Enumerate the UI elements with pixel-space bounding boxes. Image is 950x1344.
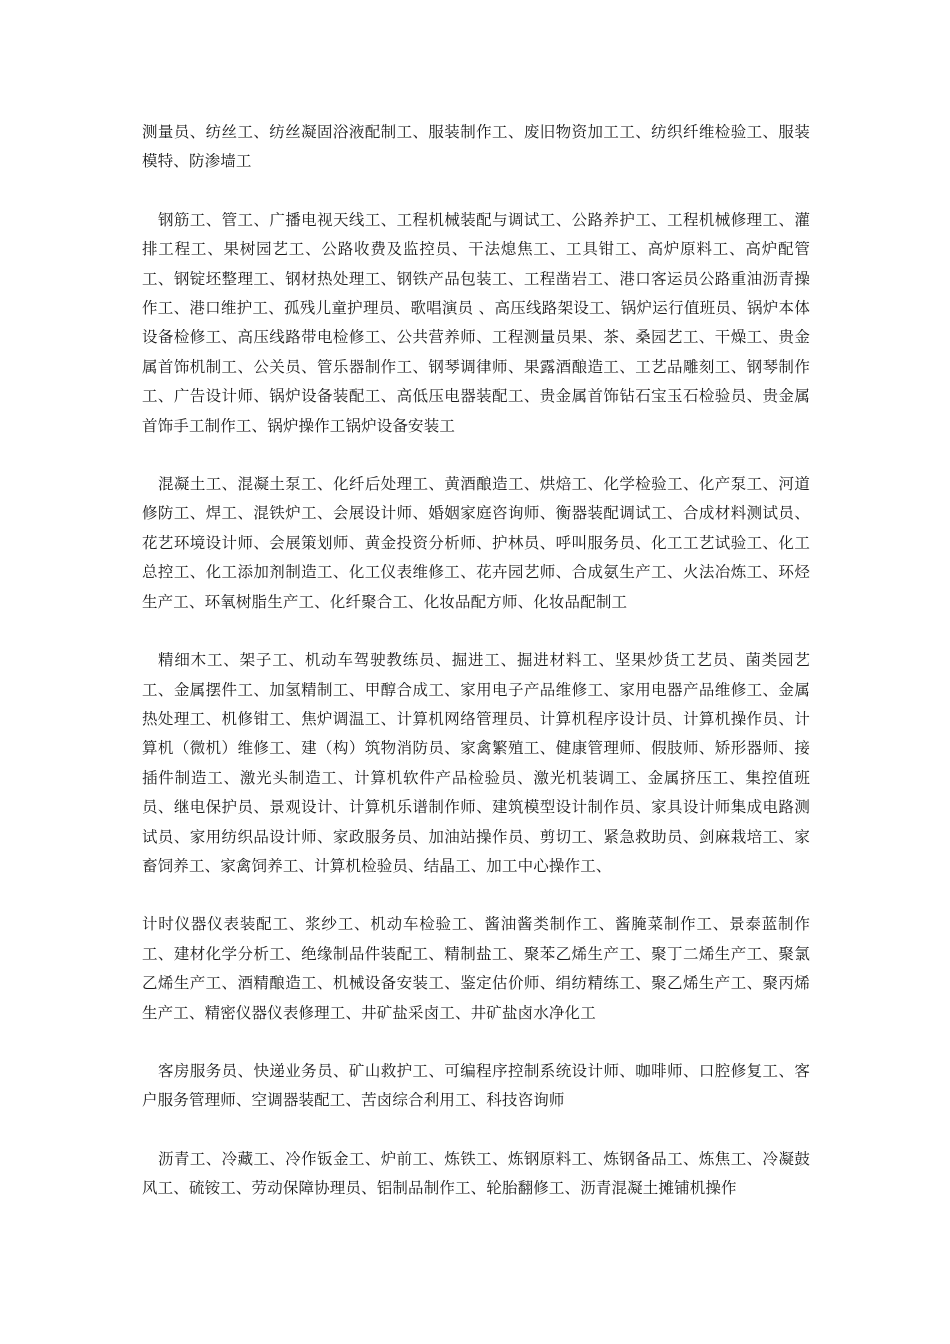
paragraph-occupations-j-continued: 计时仪器仪表装配工、浆纱工、机动车检验工、酱油酱类制作工、酱腌菜制作工、景泰蓝制作工、建材化学分析工、绝缘制品件装配工、精制盐工、聚苯乙烯生产工、聚丁二烯生产工、聚氯乙烯生产工、酒精酿造工、机械设备安装工、鉴定估价师、绢纺精练工、聚乙烯生产工、聚丙烯生产工、精密仪器仪表修理工、井矿盐采卤工、井矿盐卤水净化工 bbox=[142, 915, 810, 1022]
paragraph-occupations-k: 客房服务员、快递业务员、矿山救护工、可编程序控制系统设计师、咖啡师、口腔修复工、客户服务管理师、空调器装配工、苦卤综合利用工、科技咨询师 bbox=[142, 1061, 810, 1110]
document-body bbox=[142, 118, 810, 1204]
paragraph-occupations-h: 混凝土工、混凝土泵工、化纤后处理工、黄酒酿造工、烘焙工、化学检验工、化产泵工、河道修防工、焊工、混铁炉工、会展设计师、婚姻家庭咨询师、衡器装配调试工、合成材料测试员、花艺环境设计师、会展策划师、黄金投资分析师、护林员、呼叫服务员、化工工艺试验工、化工总控工、化工添加剂制造工、化工仪表维修工、花卉园艺师、合成氨生产工、火法冶炼工、环烃生产工、环氧树脂生产工、化纤聚合工、化妆品配方师、化妆品配制工 bbox=[142, 475, 810, 611]
paragraph-occupations-l: 沥青工、冷藏工、冷作钣金工、炉前工、炼铁工、炼钢原料工、炼钢备品工、炼焦工、冷凝鼓风工、硫铵工、劳动保障协理员、铝制品制作工、轮胎翻修工、沥青混凝土摊铺机操作 bbox=[142, 1149, 810, 1198]
paragraph-occupations-j: 精细木工、架子工、机动车驾驶教练员、掘进工、掘进材料工、坚果炒货工艺员、菌类园艺工、金属摆件工、加氢精制工、甲醇合成工、家用电子产品维修工、家用电器产品维修工、金属热处理工、机修钳工、焦炉调温工、计算机网络管理员、计算机程序设计员、计算机操作员、计算机（微机）维修工、建（构）筑物消防员、家禽繁殖工、健康管理师、假肢师、矫形器师、接插件制造工、激光头制造工、计算机软件产品检验员、激光机装调工、金属挤压工、集控值班员、继电保护员、景观设计、计算机乐谱制作师、建筑模型设计制作员、家具设计师集成电路测试员、家用纺织品设计师、家政服务员、加油站操作员、剪切工、紧急救助员、剑麻栽培工、家畜饲养工、家禽饲养工、计算机检验员、结晶工、加工中心操作工、 bbox=[142, 651, 810, 875]
paragraph-occupations-g: 钢筋工、管工、广播电视天线工、工程机械装配与调试工、公路养护工、工程机械修理工、灌排工程工、果树园艺工、公路收费及监控员、干法熄焦工、工具钳工、高炉原料工、高炉配管工、钢锭坯整理工、钢材热处理工、钢铁产品包装工、工程凿岩工、港口客运员公路重油沥青操作工、港口维护工、孤残儿童护理员、歌唱演员 、高压线路架设工、锅炉运行值班员、锅炉本体设备检修工、高压线路带电检修工、公共营养师、工程测量员果、茶、桑园艺工、干燥工、贵金属首饰机制工、公关员、管乐器制作工、钢琴调律师、果露酒酿造工、工艺品雕刻工、钢琴制作工、广告设计师、锅炉设备装配工、高低压电器装配工、贵金属首饰钻石宝玉石检验员、贵金属首饰手工制作工、锅炉操作工锅炉设备安装工 bbox=[142, 210, 810, 435]
paragraph-occupations-1: 测量员、纺丝工、纺丝凝固浴液配制工、服装制作工、废旧物资加工工、纺织纤维检验工、服装模特、防渗墙工 bbox=[142, 123, 810, 171]
